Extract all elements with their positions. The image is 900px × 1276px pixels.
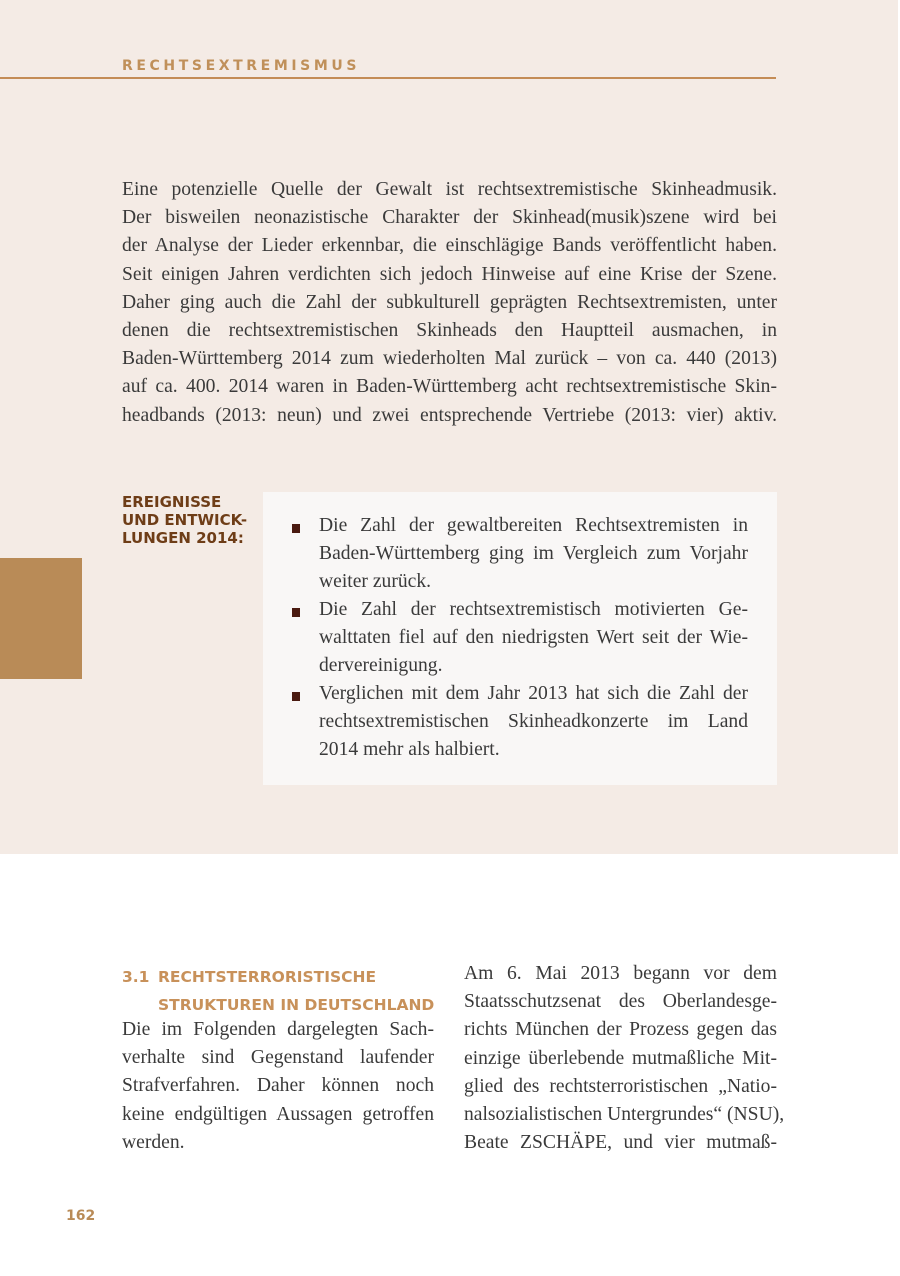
section-heading [122, 963, 434, 1019]
chapter-side-tab [0, 558, 82, 679]
text-line: Strafverfahren. Daher können noch [122, 1075, 434, 1097]
page-number: 162 [66, 1208, 96, 1224]
section-title-line: RECHTSTERRORISTISCHE [158, 968, 377, 986]
text-line: Beate ZSCHÄPE, und vier mutmaß- [464, 1132, 777, 1154]
text-line: werden. [122, 1131, 185, 1153]
text-line: Der bisweilen neonazistische Charakter der Skinhead(musik)szene wird bei [122, 207, 777, 229]
left-column-text [122, 1016, 434, 1157]
events-heading-line: LUNGEN 2014: [122, 529, 244, 547]
text-line: headbands (2013: neun) und zwei entsprechende Vertriebe (2013: vier) aktiv. [122, 404, 777, 426]
square-bullet-icon [292, 692, 300, 701]
text-line: dervereinigung. [319, 655, 443, 676]
square-bullet-icon [292, 608, 300, 617]
list-item [292, 512, 748, 596]
text-line: walttaten fiel auf den niedrigsten Wert seit der Wie- [319, 627, 748, 648]
text-line: Die im Folgenden dargelegten Sach- [122, 1019, 434, 1040]
events-heading-line: UND ENTWICK- [122, 511, 248, 529]
section-title-line: STRUKTUREN IN DEUTSCHLAND [158, 996, 435, 1014]
square-bullet-icon [292, 524, 300, 533]
events-heading-line: EREIGNISSE [122, 493, 222, 511]
text-line: weiter zurück. [319, 571, 432, 592]
text-line: einzige überlebende mutmaßliche Mit- [464, 1047, 777, 1069]
right-column-text [464, 960, 785, 1157]
list-item [292, 596, 748, 680]
text-line: der Analyse der Lieder erkennbar, die einschlägige Bands veröffentlicht haben. [122, 235, 777, 257]
text-line: Baden-Württemberg 2014 zum wiederholten Mal zurück – von ca. 440 (2013) [122, 348, 777, 370]
text-line: Daher ging auch die Zahl der subkulturell geprägten Rechtsextremisten, unter [122, 291, 777, 313]
text-line: Die Zahl der gewaltbereiten Rechtsextremisten in [319, 515, 748, 536]
text-line: Am 6. Mai 2013 begann vor dem [464, 963, 777, 984]
text-line: Seit einigen Jahren verdichten sich jedoch Hinweise auf eine Krise der Szene. [122, 263, 777, 285]
text-line: 2014 mehr als halbiert. [319, 739, 500, 760]
events-list [292, 512, 748, 764]
text-line: keine endgültigen Aussagen getroffen [122, 1103, 434, 1125]
text-line: verhalte sind Gegenstand laufender [122, 1047, 434, 1069]
list-item [292, 680, 748, 764]
text-line: auf ca. 400. 2014 waren in Baden-Württemberg acht rechtsextremistische Skin- [122, 376, 777, 398]
events-heading [122, 493, 262, 547]
text-line: glied des rechtsterroristischen „Natio- [464, 1075, 777, 1097]
text-line: rechtsextremistischen Skinheadkonzerte im Land [319, 711, 748, 732]
text-line: Staatsschutzsenat des Oberlandesge- [464, 991, 777, 1013]
text-line: Verglichen mit dem Jahr 2013 hat sich die Zahl der [319, 683, 748, 704]
text-line: richts München der Prozess gegen das [464, 1019, 777, 1041]
text-line: Eine potenzielle Quelle der Gewalt ist rechtsextremistische Skinheadmusik. [122, 179, 777, 200]
text-line: Baden-Württemberg ging im Vergleich zum Vorjahr [319, 543, 748, 564]
text-line: denen die rechtsextremistischen Skinheads den Hauptteil ausmachen, in [122, 320, 777, 342]
intro-paragraph [122, 176, 777, 430]
running-header-title: RECHTSEXTREMISMUS [122, 58, 361, 74]
text-line: Die Zahl der rechtsextremistisch motivierten Ge- [319, 599, 748, 620]
section-number: 3.1 [122, 968, 150, 986]
header-rule [0, 77, 776, 79]
text-line: nalsozialistischen Untergrundes“ (NSU), [464, 1104, 785, 1126]
